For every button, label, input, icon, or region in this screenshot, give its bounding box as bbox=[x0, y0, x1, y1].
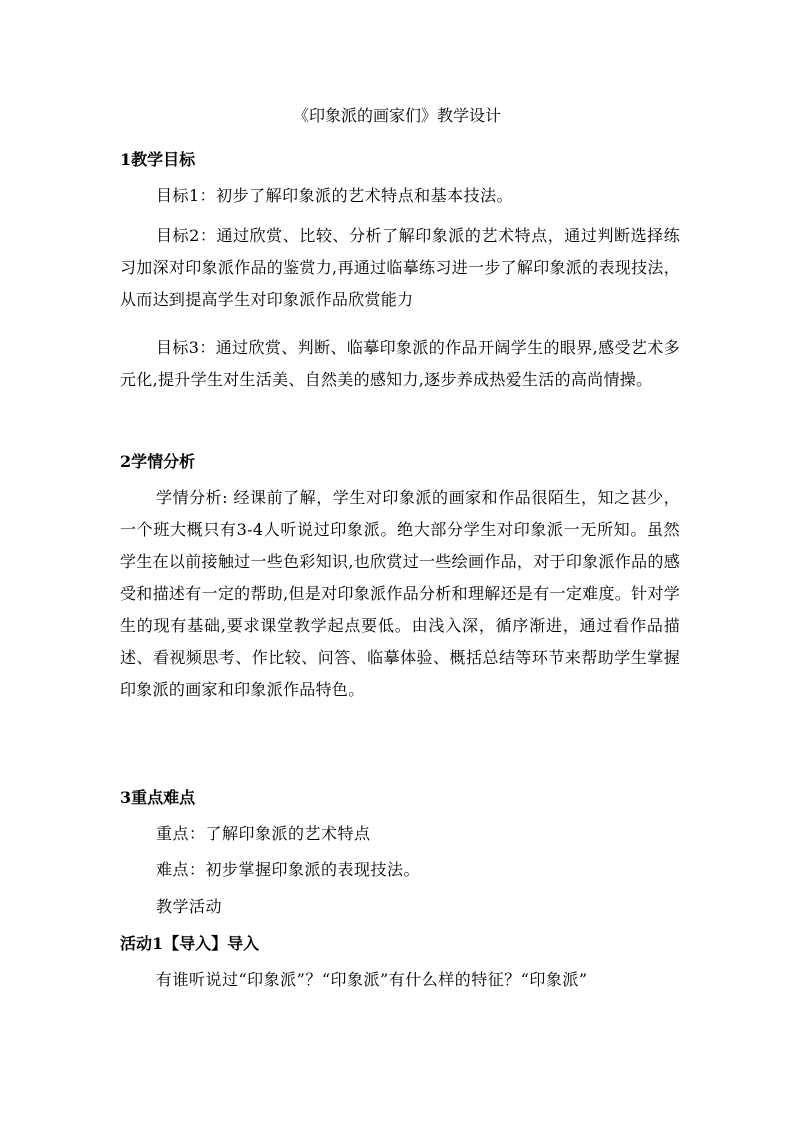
section-heading-teaching-goals: 1教学目标 bbox=[120, 150, 196, 169]
document-title: 《印象派的画家们》教学设计 bbox=[292, 106, 501, 125]
goal-1: 目标1：初步了解印象派的艺术特点和基本技法。 bbox=[156, 186, 514, 205]
goal-3: 目标3：通过欣赏、判断、临摹印象派的作品开阔学生的眼界,感受艺术多元化,提升学生对生活美、自然美的感知力,逐步养成热爱生活的高尚情操。 bbox=[120, 338, 680, 389]
section-heading-key-points: 3重点难点 bbox=[120, 788, 196, 807]
key-point: 重点：了解印象派的艺术特点 bbox=[156, 824, 371, 843]
section-heading-learner-analysis: 2学情分析 bbox=[120, 452, 196, 471]
activity-1-heading: 活动1【导入】导入 bbox=[120, 934, 260, 953]
activity-1-text: 有谁听说过“印象派”？“印象派”有什么样的特征？“印象派” bbox=[156, 970, 588, 989]
teaching-activities-label: 教学活动 bbox=[156, 897, 223, 916]
goal-2: 目标2：通过欣赏、比较、分析了解印象派的艺术特点，通过判断选择练习加深对印象派作品的鉴赏力,再通过临摹练习进一步了解印象派的表现技法，从而达到提高学生对印象派作品欣赏能力 bbox=[120, 226, 680, 309]
difficulty-point: 难点：初步掌握印象派的表现技法。 bbox=[156, 860, 421, 879]
learner-analysis-paragraph: 学情分析: 经课前了解，学生对印象派的画家和作品很陌生，知之甚少，一个班大概只有3-4人听说过印象派。绝大部分学生对印象派一无所知。虽然学生在以前接触过一些色彩知识,也欣赏过一些绘画作品，对于印象派作品的感受和描述有一定的帮助,但是对印象派作品分析和理解还是有一定难度。针对学生的现有基础,要求课堂教学起点要低。由浅入深，循序渐进，通过看作品描述、看视频思考、作比较、问答、临摹体验、概括总结等环节来帮助学生掌握印象派的画家和印象派作品特色。 bbox=[120, 488, 680, 699]
